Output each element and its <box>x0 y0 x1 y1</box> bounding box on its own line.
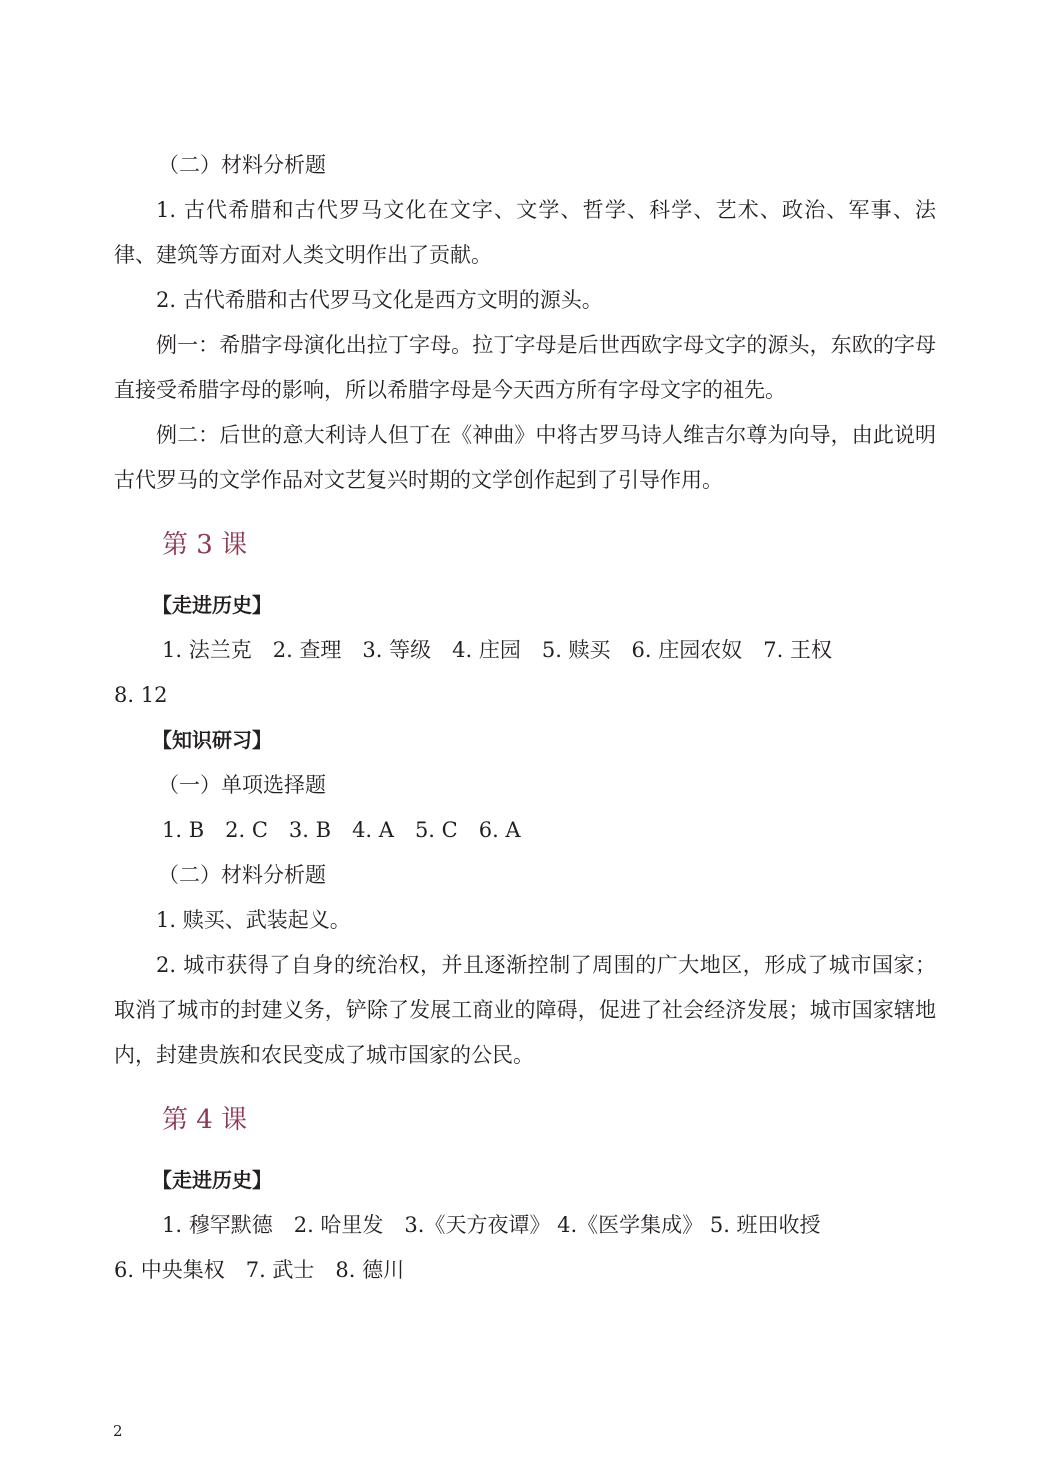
lesson-3-title: 第 3 课 <box>162 530 248 560</box>
lesson-3-material-analysis-heading: （二）材料分析题 <box>158 863 326 887</box>
lesson-3-analysis-answer-2: 2. 城市获得了自身的统治权，并且逐渐控制了周围的广大地区，形成了城市国家；取消了城市的封建义务，铲除了发展工商业的障碍，促进了社会经济发展；城市国家辖地内，封建贵族和农民变成了城市国家的公民。 <box>114 953 936 1067</box>
page-content <box>114 143 936 1293</box>
page-number: 2 <box>113 1422 123 1440</box>
lesson-3-analysis-answer-1: 1. 赎买、武装起义。 <box>156 908 351 932</box>
lesson-4-section-enter-history: 【走进历史】 <box>152 1168 272 1192</box>
single-choice-answers: 1. B 2. C 3. B 4. A 5. C 6. A <box>162 818 521 842</box>
lesson-3-fill-answers-line-1: 1. 法兰克 2. 查理 3. 等级 4. 庄园 5. 赎买 6. 庄园农奴 7. 王权 <box>162 638 832 662</box>
lesson-3-section-knowledge-study: 【知识研习】 <box>152 728 272 752</box>
lesson-3-fill-answers-line-2: 8. 12 <box>114 683 168 707</box>
answer-paragraph-2: 2. 古代希腊和古代罗马文化是西方文明的源头。 <box>156 288 603 312</box>
lesson-4-fill-answers-line-1: 1. 穆罕默德 2. 哈里发 3.《天方夜谭》 4.《医学集成》 5. 班田收授 <box>162 1213 821 1237</box>
example-1-paragraph: 例一：希腊字母演化出拉丁字母。拉丁字母是后世西欧字母文字的源头，东欧的字母直接受希腊字母的影响，所以希腊字母是今天西方所有字母文字的祖先。 <box>114 333 936 402</box>
single-choice-heading: （一）单项选择题 <box>158 773 326 797</box>
material-analysis-heading: （二）材料分析题 <box>158 153 326 177</box>
lesson-3-section-enter-history: 【走进历史】 <box>152 593 272 617</box>
lesson-4-title: 第 4 课 <box>162 1105 248 1135</box>
answer-paragraph-1: 1. 古代希腊和古代罗马文化在文字、文学、哲学、科学、艺术、政治、军事、法律、建筑等方面对人类文明作出了贡献。 <box>114 198 936 267</box>
example-2-paragraph: 例二：后世的意大利诗人但丁在《神曲》中将古罗马诗人维吉尔尊为向导，由此说明古代罗马的文学作品对文艺复兴时期的文学创作起到了引导作用。 <box>114 423 936 492</box>
lesson-4-fill-answers-line-2: 6. 中央集权 7. 武士 8. 德川 <box>114 1258 405 1282</box>
